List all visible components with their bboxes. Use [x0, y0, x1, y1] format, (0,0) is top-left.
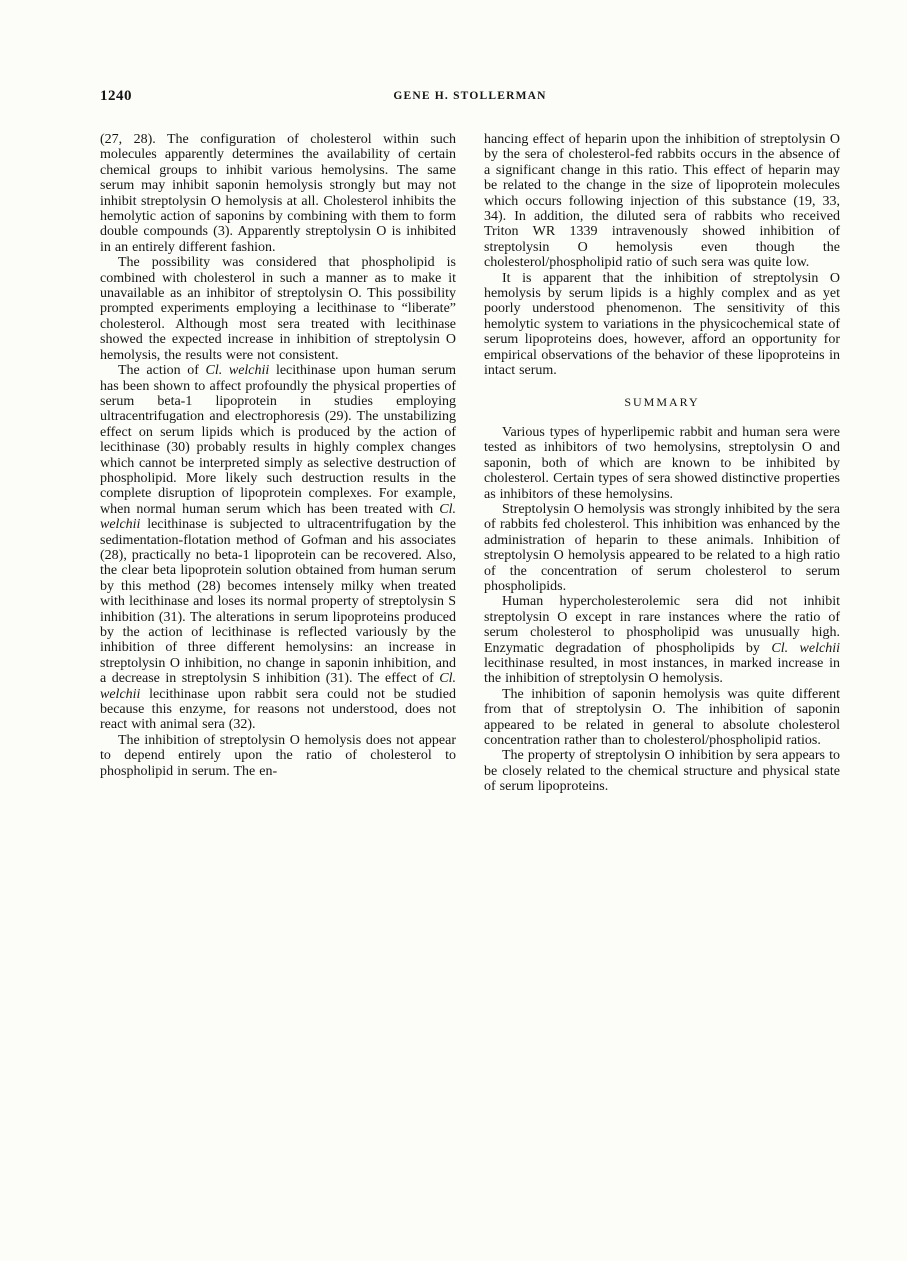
- running-head: GENE H. STOLLERMAN: [393, 90, 547, 102]
- paragraph: It is apparent that the inhibition of streptolysin O hemolysis by serum lipids is a highly complex and as yet poorly understood phenomenon. The sensitivity of this hemolytic system to variations in the physicochemical state of serum lipoproteins does, however, afford an opportunity for empirical observations of the behavior of these lipoproteins in intact serum.: [484, 270, 840, 379]
- paragraph: The inhibition of saponin hemolysis was quite different from that of streptolysin O. The inhibition of saponin appeared to be related in general to absolute cholesterol concentration rather than to cholesterol/phospholipid ratios.: [484, 686, 840, 749]
- paragraph: (27, 28). The configuration of cholesterol within such molecules apparently determines the availability of certain chemical groups to inhibit various hemolysins. The same serum may inhibit saponin hemolysis strongly but may not inhibit streptolysin O hemolysis at all. Cholesterol inhibits the hemolytic action of saponins by combining with them to form double compounds (3). Apparently streptolysin O is inhibited in an entirely different fashion.: [100, 132, 456, 255]
- paragraph: Various types of hyperlipemic rabbit and human sera were tested as inhibitors of two hemolysins, streptolysin O and saponin, both of which are known to be inhibited by cholesterol. Certain types of sera showed distinctive properties as inhibitors of these hemolysins.: [484, 424, 840, 502]
- paragraph: Streptolysin O hemolysis was strongly inhibited by the sera of rabbits fed cholesterol. This inhibition was enhanced by the administration of heparin to these animals. Inhibition of streptolysin O hemolysis appeared to be related to a high ratio of the concentration of serum cholesterol to serum phospholipids.: [484, 501, 840, 594]
- section-heading-summary: SUMMARY: [624, 394, 700, 409]
- paragraph: The possibility was considered that phospholipid is combined with cholesterol in such a manner as to make it unavailable as an inhibitor of streptolysin O. This possibility prompted experiments employing a lecithinase to “liberate” cholesterol. Although most sera treated with lecithinase showed the expected increase in inhibition of streptolysin O hemolysis, the results were not consistent.: [100, 255, 456, 363]
- paragraph: The property of streptolysin O inhibition by sera appears to be closely related to the chemical structure and physical state of serum lipoproteins.: [484, 748, 840, 795]
- page-number: 1240: [100, 88, 132, 104]
- left-column: [100, 132, 456, 795]
- paragraph: The inhibition of streptolysin O hemolysis does not appear to depend entirely upon the ratio of cholesterol to phospholipid in serum. The en-: [100, 732, 456, 779]
- paragraph: hancing effect of heparin upon the inhibition of streptolysin O by the sera of cholesterol-fed rabbits occurs in the absence of a significant change in this ratio. This effect of heparin may be related to the change in the size of lipoprotein molecules which occurs following injection of this substance (19, 33, 34). In addition, the diluted sera of rabbits who received Triton WR 1339 intravenously showed inhibition of streptolysin O hemolysis even though the cholesterol/phospholipid ratio of such sera was quite low.: [484, 132, 840, 271]
- text-columns: [100, 132, 840, 795]
- paragraph: Human hypercholesterolemic sera did not inhibit streptolysin O except in rare instances where the ratio of serum cholesterol to phospholipid was unusually high. Enzymatic degradation of phospholipids by Cl. welchii lecithinase resulted, in most instances, in marked increase in the inhibition of streptolysin O hemolysis.: [484, 594, 840, 687]
- page-header: [100, 88, 840, 110]
- paragraph: The action of Cl. welchii lecithinase upon human serum has been shown to affect profoundly the physical properties of serum beta-1 lipoprotein in studies employing ultracentrifugation and electrophoresis (29). The unstabilizing effect on serum lipids which is produced by the action of lecithinase (30) probably results in highly complex changes which cannot be interpreted simply as selective destruction of phospholipid. More likely such destruction results in the complete disruption of lipoprotein complexes. For example, when normal human serum which has been treated with Cl. welchii lecithinase is subjected to ultracentrifugation by the sedimentation-flotation method of Gofman and his associates (28), practically no beta-1 lipoprotein can be recovered. Also, the clear beta lipoprotein solution obtained from human serum by this method (28) becomes intensely milky when treated with lecithinase and loses its normal property of streptolysin S inhibition (31). The alterations in serum lipoproteins produced by the action of lecithinase is reflected variously by the inhibition of three different hemolysins: an increase in streptolysin O inhibition, no change in saponin inhibition, and a decrease in streptolysin S inhibition (31). The effect of Cl. welchii lecithinase upon rabbit sera could not be studied because this enzyme, for reasons not understood, does not react with animal sera (32).: [100, 363, 456, 733]
- right-column: [484, 132, 840, 795]
